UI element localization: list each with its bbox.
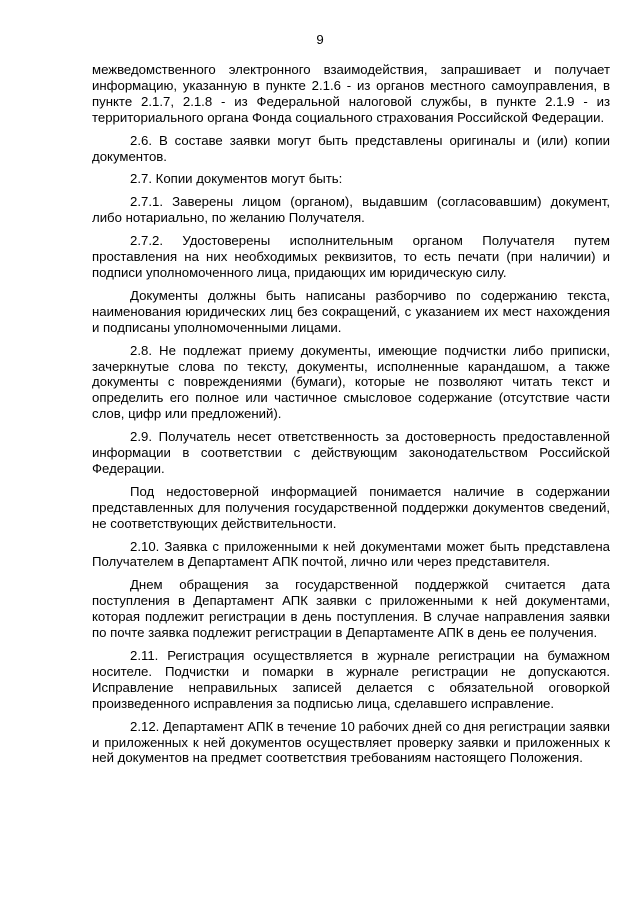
- paragraph-2-8: 2.8. Не подлежат приему документы, имеющие подчистки либо приписки, зачеркнутые слова по тексту, документы, исполненные карандашом, а также документы с повреждениями (бумаги), которые не позволяют читать текст и определить его полное или частичное смысловое содержание (отсутствие части слов, цифр или предложений).: [92, 342, 610, 422]
- paragraph-continuation: межведомственного электронного взаимодействия, запрашивает и получает информацию, указанную в пункте 2.1.6 - из органов местного самоуправления, в пункте 2.1.7, 2.1.8 - из Федеральной налоговой службы, в пункте 2.1.9 - из территориального органа Фонда социального страхования Российской Федерации.: [92, 62, 610, 125]
- paragraph-2-9: 2.9. Получатель несет ответственность за достоверность предоставленной информации в соответствии с действующим законодательством Российской Федерации.: [92, 429, 610, 476]
- document-body: [92, 62, 610, 773]
- paragraph-false-information: Под недостоверной информацией понимается наличие в содержании представленных для получения государственной поддержки документов сведений, не соответствующих действительности.: [92, 483, 610, 531]
- paragraph-2-12: 2.12. Департамент АПК в течение 10 рабочих дней со дня регистрации заявки и приложенных к ней документов осуществляет проверку заявки и приложенных к ней документов на предмет соответствия требованиям настоящего Положения.: [92, 718, 610, 766]
- paragraph-application-date: Днем обращения за государственной поддержкой считается дата поступления в Департамент АПК заявки с приложенными к ней документами, которая подлежит регистрации в день поступления. В случае направления заявки по почте заявка подлежит регистрации в Департаменте АПК в день ее получения.: [92, 577, 610, 641]
- paragraph-2-6: 2.6. В составе заявки могут быть представлены оригиналы и (или) копии документов.: [92, 132, 610, 164]
- paragraph-2-7: 2.7. Копии документов могут быть:: [130, 171, 343, 187]
- paragraph-2-11: 2.11. Регистрация осуществляется в журнале регистрации на бумажном носителе. Подчистки и помарки в журнале регистрации не допускаются. Исправление неправильных записей делается с обязательной оговоркой произведенного исправления за подписью лица, сделавшего исправление.: [92, 648, 610, 711]
- paragraph-2-7-2: 2.7.2. Удостоверены исполнительным органом Получателя путем проставления на них необходимых реквизитов, то есть печати (при наличии) и подписи уполномоченного лица, придающих им юридическую силу.: [92, 233, 610, 280]
- paragraph-2-7-1: 2.7.1. Заверены лицом (органом), выдавшим (согласовавшим) документ, либо нотариально, по желанию Получателя.: [92, 194, 610, 226]
- paragraph-documents-requirements: Документы должны быть написаны разборчиво по содержанию текста, наименования юридических лиц без сокращений, с указанием их мест нахождения и подписаны уполномоченными лицами.: [92, 287, 610, 335]
- paragraph-2-10: 2.10. Заявка с приложенными к ней документами может быть представлена Получателем в Департамент АПК почтой, лично или через представителя.: [92, 538, 610, 570]
- page-number: 9: [316, 32, 324, 47]
